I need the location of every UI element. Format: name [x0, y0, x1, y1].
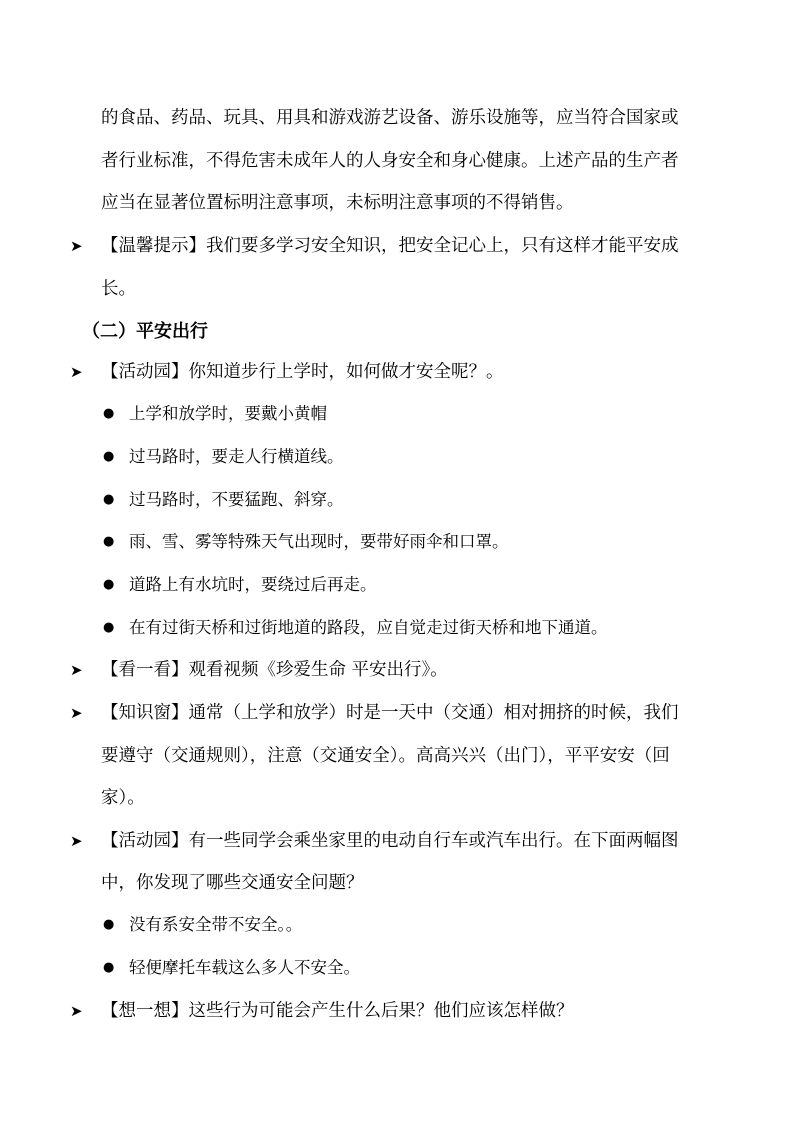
list-item: 雨、雪、雾等特殊天气出现时，要带好雨伞和口罩。 [129, 532, 509, 551]
dot-bullet-icon: ● [103, 492, 115, 507]
dot-bullet-icon: ● [103, 449, 115, 464]
activity-line: 中，你发现了哪些交通安全问题？ [101, 873, 364, 893]
list-item: 道路上有水坑时，要绕过后再走。 [129, 575, 377, 594]
list-item: 上学和放学时，要戴小黄帽 [129, 404, 327, 423]
list-item: 轻便摩托车载这么多人不安全。 [129, 958, 360, 977]
knowledge-line: 要遵守（交通规则），注意（交通安全）。高高兴兴（出门），平平安安（回 [101, 746, 670, 766]
dot-bullet-icon: ● [103, 577, 115, 592]
tip-line: 长。 [101, 279, 136, 299]
dot-bullet-icon: ● [103, 620, 115, 635]
activity-line: 【活动园】有一些同学会乘坐家里的电动自行车或汽车出行。在下面两幅图 [101, 831, 679, 851]
dot-bullet-icon: ● [103, 960, 115, 975]
dot-bullet-icon: ● [103, 534, 115, 549]
paragraph-line: 的食品、药品、玩具、用具和游戏游艺设备、游乐设施等，应当符合国家或 [101, 108, 679, 128]
knowledge-line: 家）。 [101, 788, 145, 808]
arrow-bullet-icon: ➤ [70, 1002, 83, 1020]
watch-line: 【看一看】观看视频《珍爱生命 平安出行》。 [101, 660, 448, 680]
arrow-bullet-icon: ➤ [70, 704, 83, 722]
list-item: 没有系安全带不安全。。 [129, 915, 303, 934]
dot-bullet-icon: ● [103, 917, 115, 932]
list-item: 在有过街天桥和过街地道的路段，应自觉走过街天桥和地下通道。 [129, 618, 608, 637]
think-line: 【想一想】这些行为可能会产生什么后果？他们应该怎样做？ [101, 1001, 574, 1021]
list-item: 过马路时，不要猛跑、斜穿。 [129, 490, 344, 509]
paragraph-line: 者行业标准，不得危害未成年人的人身安全和身心健康。上述产品的生产者 [101, 151, 679, 171]
arrow-bullet-icon: ➤ [70, 832, 83, 850]
arrow-bullet-icon: ➤ [70, 661, 83, 679]
tip-line: 【温馨提示】我们要多学习安全知识，把安全记心上，只有这样才能平安成 [101, 236, 679, 256]
dot-bullet-icon: ● [103, 406, 115, 421]
section-heading: （二）平安出行 [82, 321, 208, 342]
knowledge-line: 【知识窗】通常（上学和放学）时是一天中（交通）相对拥挤的时候，我们 [101, 703, 679, 723]
list-item: 过马路时，要走人行横道线。 [129, 447, 344, 466]
activity-line: 【活动园】你知道步行上学时，如何做才安全呢？。 [101, 362, 504, 382]
arrow-bullet-icon: ➤ [70, 363, 83, 381]
paragraph-line: 应当在显著位置标明注意事项，未标明注意事项的不得销售。 [101, 193, 574, 213]
arrow-bullet-icon: ➤ [70, 237, 83, 255]
